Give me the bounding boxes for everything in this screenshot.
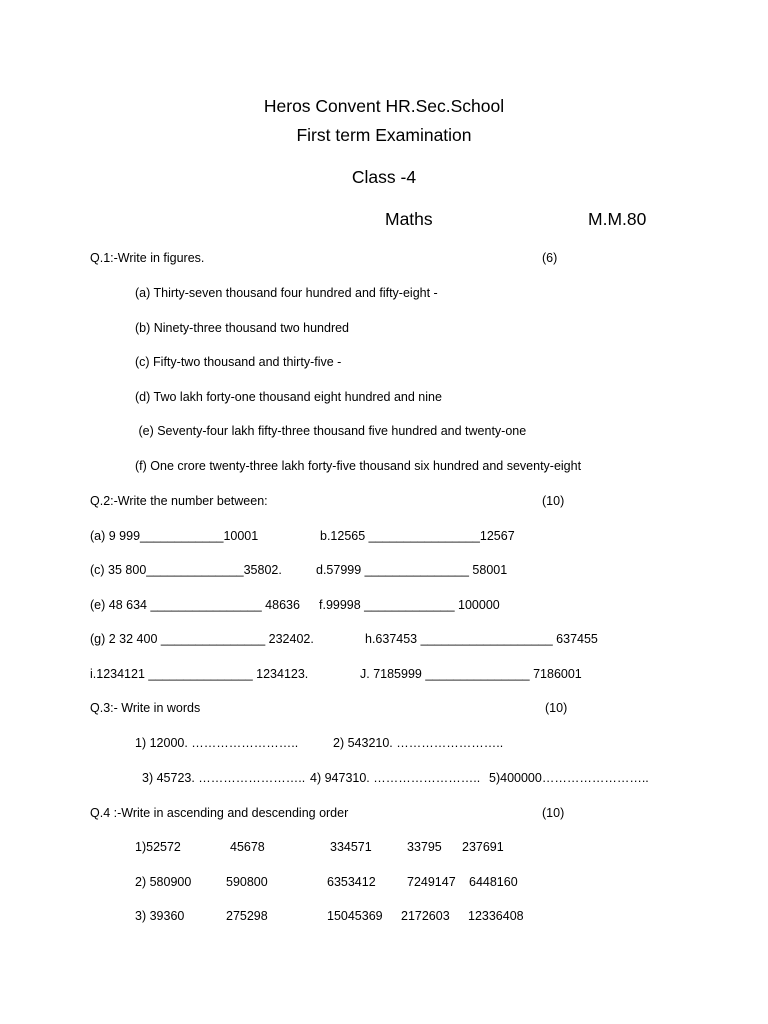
class-label: Class -4 [351,167,417,187]
q1-item: (f) One crore twenty-three lakh forty-five thousand six hundred and seventy-eight [135,459,582,473]
q4-number: 3) 39360 [135,909,185,923]
q2-blank-right: J. 7185999 _______________ 7186001 [360,667,582,681]
q2-blank-right: b.12565 ________________12567 [320,529,515,543]
q1-item: (b) Ninety-three thousand two hundred [135,321,350,335]
q4-number: 7249147 [407,875,456,889]
q2-blank-right: f.99998 _____________ 100000 [319,598,500,612]
q4-number: 237691 [462,840,504,854]
q4-number: 334571 [330,840,372,854]
q2-blank-left: (a) 9 999____________10001 [90,529,259,543]
q4-marks: (10) [542,806,565,820]
q3-item: 3) 45723. …………………….. [142,771,306,785]
q1-item: (c) Fifty-two thousand and thirty-five - [135,355,342,369]
q2-marks: (10) [542,494,565,508]
q4-number: 6353412 [327,875,376,889]
q2-blank-left: (c) 35 800______________35802. [90,563,282,577]
subject-label: Maths [385,209,433,229]
max-marks: M.M.80 [588,209,647,229]
exam-title: First term Examination [296,125,472,145]
q1-item: (e) Seventy-four lakh fifty-three thousand five hundred and twenty-one [135,424,527,438]
q4-number: 590800 [226,875,268,889]
q4-number: 275298 [226,909,268,923]
q2-title: Q.2:-Write the number between: [90,494,268,508]
q3-item: 4) 947310. …………………….. [310,771,481,785]
q4-title: Q.4 :-Write in ascending and descending order [90,806,349,820]
q4-number: 2172603 [401,909,450,923]
q1-title: Q.1:-Write in figures. [90,251,205,265]
q2-blank-right: h.637453 ___________________ 637455 [365,632,598,646]
q1-item: (a) Thirty-seven thousand four hundred and fifty-eight - [135,286,438,300]
q2-blank-left: (e) 48 634 ________________ 48636 [90,598,300,612]
q4-number: 1)52572 [135,840,181,854]
q1-item: (d) Two lakh forty-one thousand eight hundred and nine [135,390,442,404]
q1-marks: (6) [542,251,558,265]
q2-blank-left: (g) 2 32 400 _______________ 232402. [90,632,314,646]
q4-number: 12336408 [468,909,524,923]
q3-marks: (10) [545,701,568,715]
q2-blank-right: d.57999 _______________ 58001 [316,563,508,577]
q4-number: 2) 580900 [135,875,192,889]
q4-number: 6448160 [469,875,518,889]
q3-item: 2) 543210. …………………….. [333,736,504,750]
q3-item: 1) 12000. …………………….. [135,736,299,750]
school-name: Heros Convent HR.Sec.School [263,96,505,116]
q2-blank-left: i.1234121 _______________ 1234123. [90,667,309,681]
q4-number: 33795 [407,840,442,854]
q4-number: 45678 [230,840,265,854]
q4-number: 15045369 [327,909,383,923]
q3-item: 5)400000…………………….. [489,771,649,785]
q3-title: Q.3:- Write in words [90,701,201,715]
